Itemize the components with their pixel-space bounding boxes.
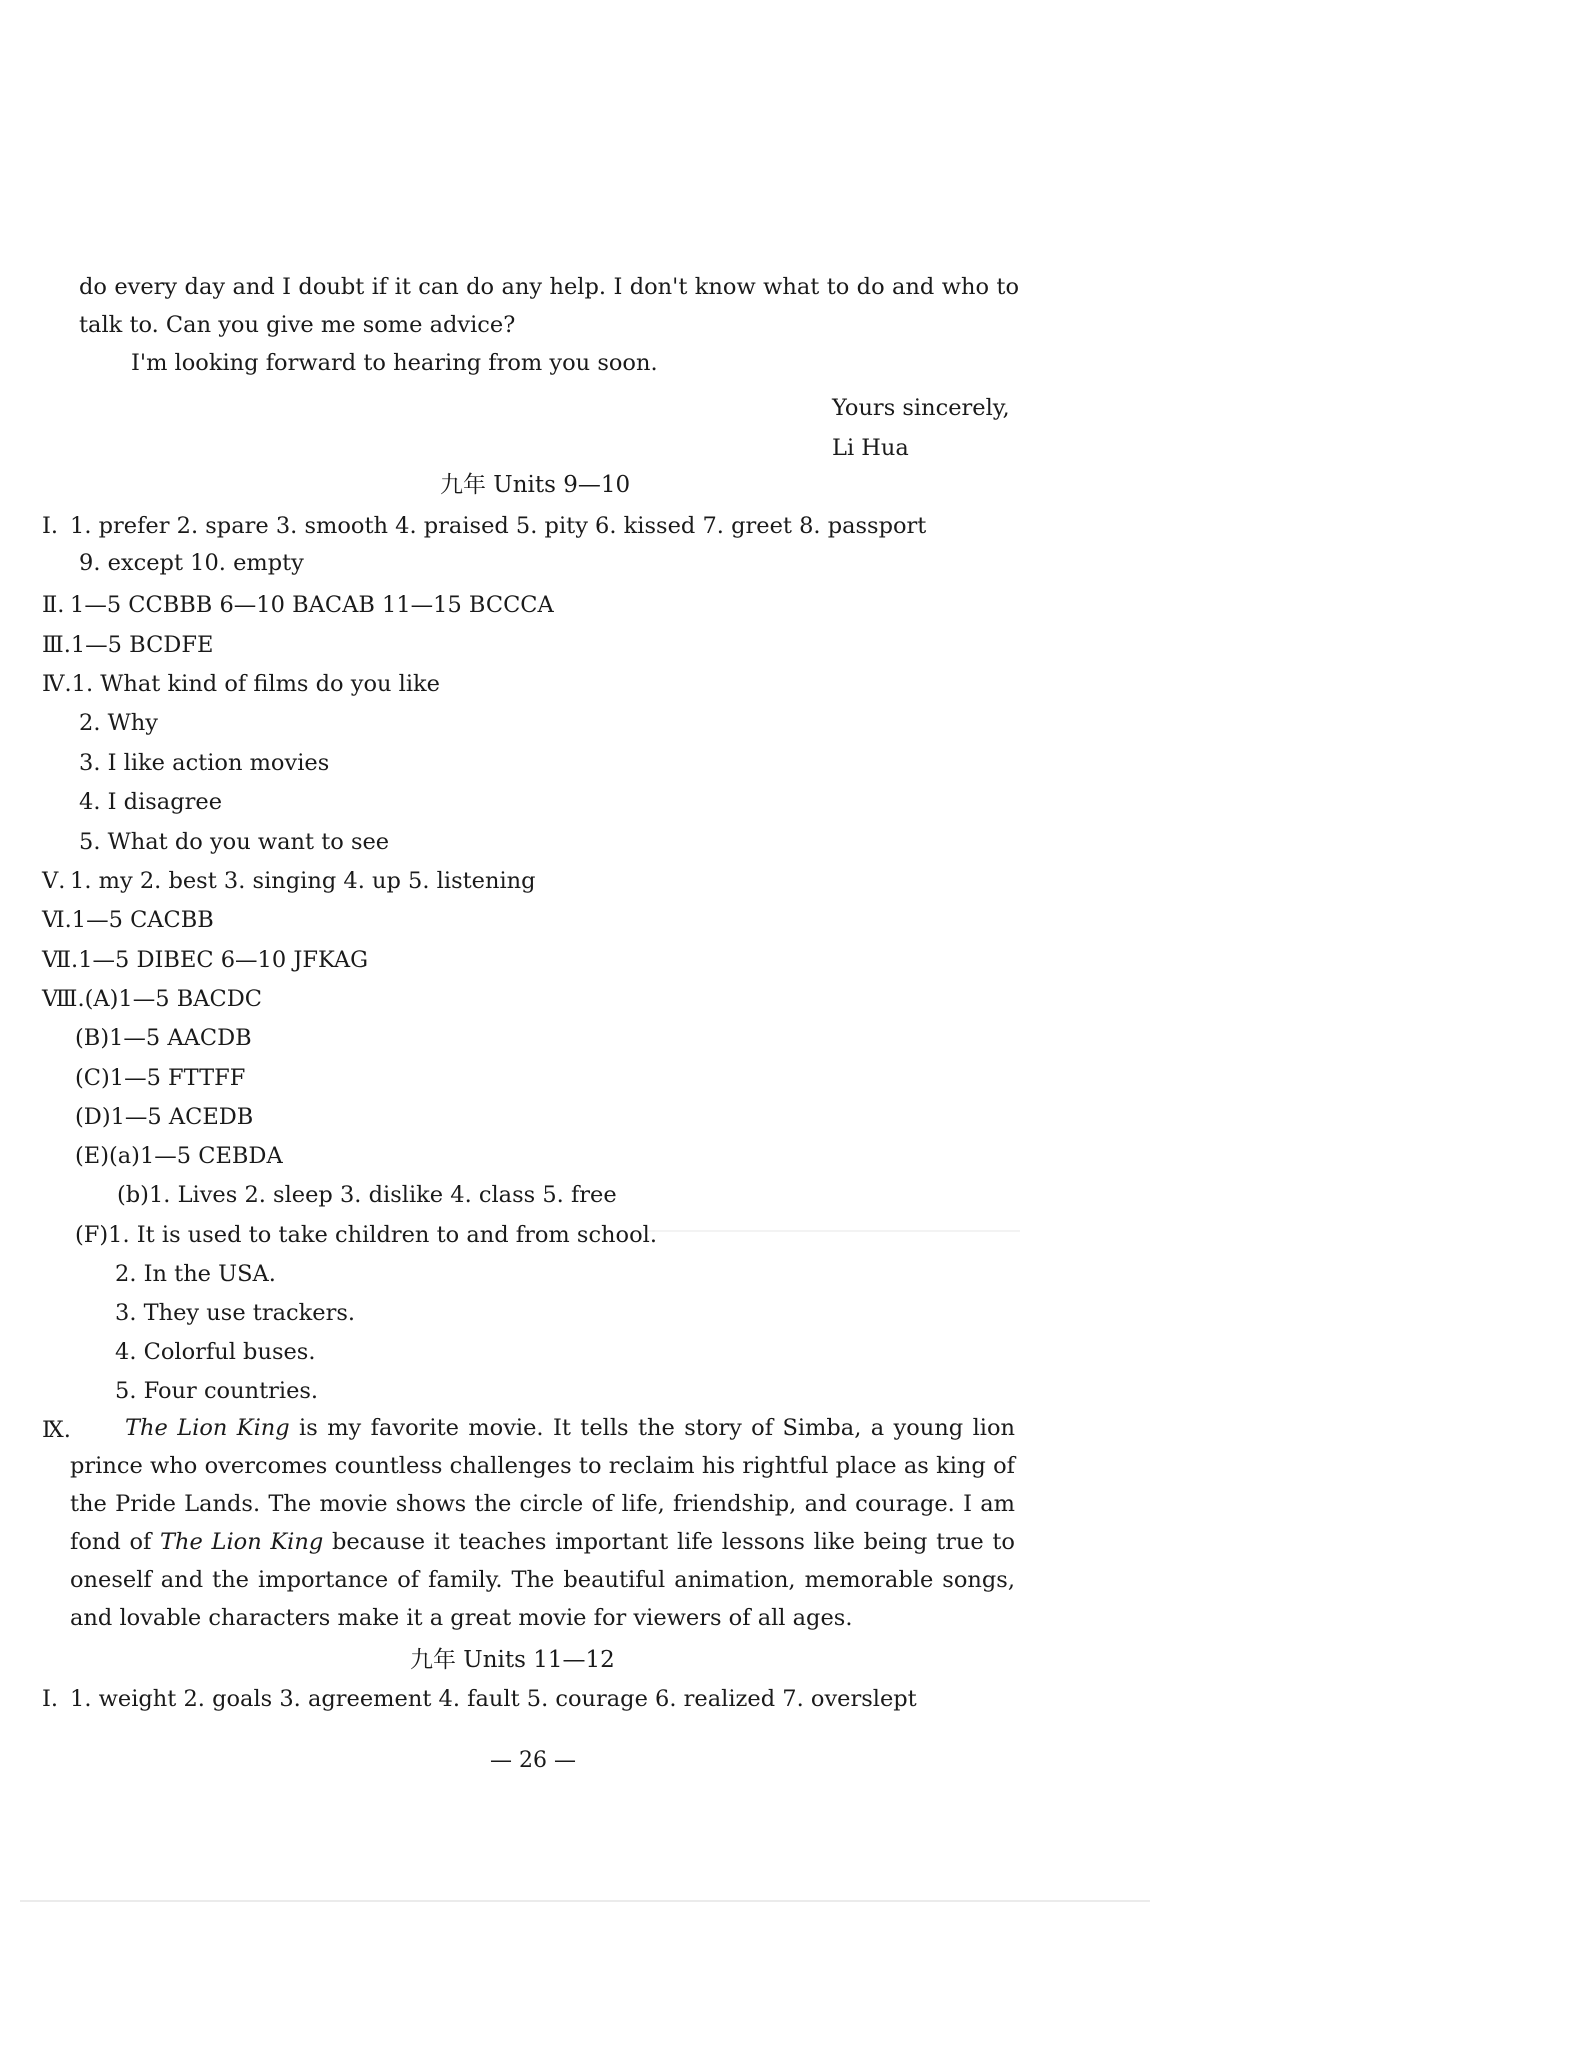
answer-text: 2. In the USA.	[115, 1261, 276, 1287]
section-heading-units-11-12	[410, 1645, 615, 1675]
section-label: Ⅸ.	[42, 1417, 71, 1443]
section-label: Ⅶ.	[42, 947, 79, 973]
answer-text: 1—5 DIBEC 6—10 JFKAG	[78, 947, 369, 973]
letter-closing	[832, 393, 1010, 423]
letter-signature	[832, 433, 909, 463]
answer-text: 1—5 CACBB	[71, 907, 214, 933]
answer-line-q8c	[75, 1063, 245, 1093]
answer-text: 1—5 CCBBB 6—10 BACAB 11—15 BCCCA	[70, 592, 554, 618]
movie-title: The Lion King	[125, 1415, 290, 1441]
answer-line-q4-item2	[79, 708, 158, 738]
letter-paragraph-text: do every day and I doubt if it can do any help. I don't know what to do and who to talk to. Can you give me some advice?	[79, 274, 1019, 338]
letter-paragraph-closing-line	[131, 348, 658, 378]
answer-line-q8f-3	[115, 1298, 355, 1328]
answer-line-q4-item4	[79, 787, 222, 817]
answer-line-q4-item3	[79, 748, 329, 778]
answer-line-b-q1	[42, 1684, 917, 1714]
answer-line-q8e-a	[75, 1141, 283, 1171]
section-label: Ⅳ.	[42, 671, 72, 697]
answer-line-q8f-5	[115, 1376, 318, 1406]
answer-line-q2	[42, 590, 554, 620]
answer-text: (b)1. Lives 2. sleep 3. dislike 4. class 5. free	[117, 1182, 617, 1208]
answer-text: 3. They use trackers.	[115, 1300, 356, 1326]
signature-text: Li Hua	[832, 435, 909, 461]
answer-text: 1. prefer 2. spare 3. smooth 4. praised 5. pity 6. kissed 7. greet 8. passport	[70, 513, 927, 539]
section-heading-units-9-10	[440, 470, 630, 500]
section-label: Ⅰ.	[42, 513, 59, 539]
answer-text: 1—5 BCDFE	[70, 632, 214, 658]
answer-text: 4. Colorful buses.	[115, 1339, 316, 1365]
answer-line-q8e-b	[117, 1180, 617, 1210]
movie-title: The Lion King	[160, 1529, 324, 1555]
answer-text: (E)(a)1—5 CEBDA	[75, 1143, 283, 1169]
answer-text: 5. What do you want to see	[79, 829, 390, 855]
answer-text: 1. weight 2. goals 3. agreement 4. fault 5. courage 6. realized 7. overslept	[70, 1686, 917, 1712]
answer-line-q8f-2	[115, 1259, 276, 1289]
closing-text: Yours sincerely,	[832, 395, 1010, 421]
section-label: Ⅲ.	[42, 632, 71, 658]
section-heading-text: 九年 Units 11—12	[410, 1647, 615, 1673]
answer-text: (A)1—5 BACDC	[84, 986, 262, 1012]
section-label: Ⅰ.	[42, 1686, 59, 1712]
sub-label: (F)	[75, 1222, 109, 1248]
answer-text: 2. Why	[79, 710, 158, 736]
section-label: Ⅴ.	[42, 868, 66, 894]
answer-line-q4	[42, 669, 440, 699]
answer-text: 5. Four countries.	[115, 1378, 319, 1404]
answer-line-q8f-1	[75, 1220, 657, 1250]
answer-line-q8f-4	[115, 1337, 316, 1367]
section-heading-text: 九年 Units 9—10	[440, 472, 631, 498]
answer-text: (D)1—5 ACEDB	[75, 1104, 254, 1130]
answer-text: 9. except 10. empty	[79, 550, 304, 576]
answer-text: (C)1—5 FTTFF	[75, 1065, 246, 1091]
answer-line-q8a	[42, 984, 262, 1014]
letter-paragraph	[79, 268, 1019, 344]
essay-paragraph	[70, 1409, 1015, 1637]
answer-text: 1. It is used to take children to and from school.	[108, 1222, 657, 1248]
answer-text: (B)1—5 AACDB	[75, 1025, 252, 1051]
section-label: Ⅷ.	[42, 986, 85, 1012]
page-number: — 26 —	[490, 1748, 576, 1773]
essay-sentence: because it teaches important life lessons like being true to oneself and the importance of family. The beautiful animation, memorable songs, and lovable characters make it a great movie for viewers of all ages.	[70, 1529, 1015, 1631]
section-label: Ⅵ.	[42, 907, 72, 933]
answer-line-q6	[42, 905, 214, 935]
answer-text: 1. What kind of films do you like	[71, 671, 440, 697]
essay-sentence: is my favorite movie. It tells the story of Simba, a young lion prince who overcomes countless challenges to reclaim his rightful place as king of the Pride Lands. The movie shows the circle of life, friendship, and courage. I am fond of	[70, 1415, 1015, 1555]
answer-line-q5	[42, 866, 536, 896]
closing-line-text: I'm looking forward to hearing from you soon.	[131, 350, 658, 376]
answer-line-q8d	[75, 1102, 253, 1132]
scan-smudge	[640, 1230, 1020, 1232]
answer-text: 3. I like action movies	[79, 750, 330, 776]
scan-smudge	[20, 1900, 1150, 1902]
section-label-q9	[42, 1415, 71, 1445]
answer-line-q8b	[75, 1023, 252, 1053]
answer-line-q4-item5	[79, 827, 389, 857]
answer-text: 1. my 2. best 3. singing 4. up 5. listening	[70, 868, 536, 894]
answer-line-q7	[42, 945, 368, 975]
section-label: Ⅱ.	[42, 592, 65, 618]
answer-line-q3	[42, 630, 213, 660]
answer-line-q1	[42, 511, 926, 541]
answer-line-q1-cont	[79, 548, 304, 578]
answer-text: 4. I disagree	[79, 789, 223, 815]
essay-text	[70, 1409, 1015, 1637]
